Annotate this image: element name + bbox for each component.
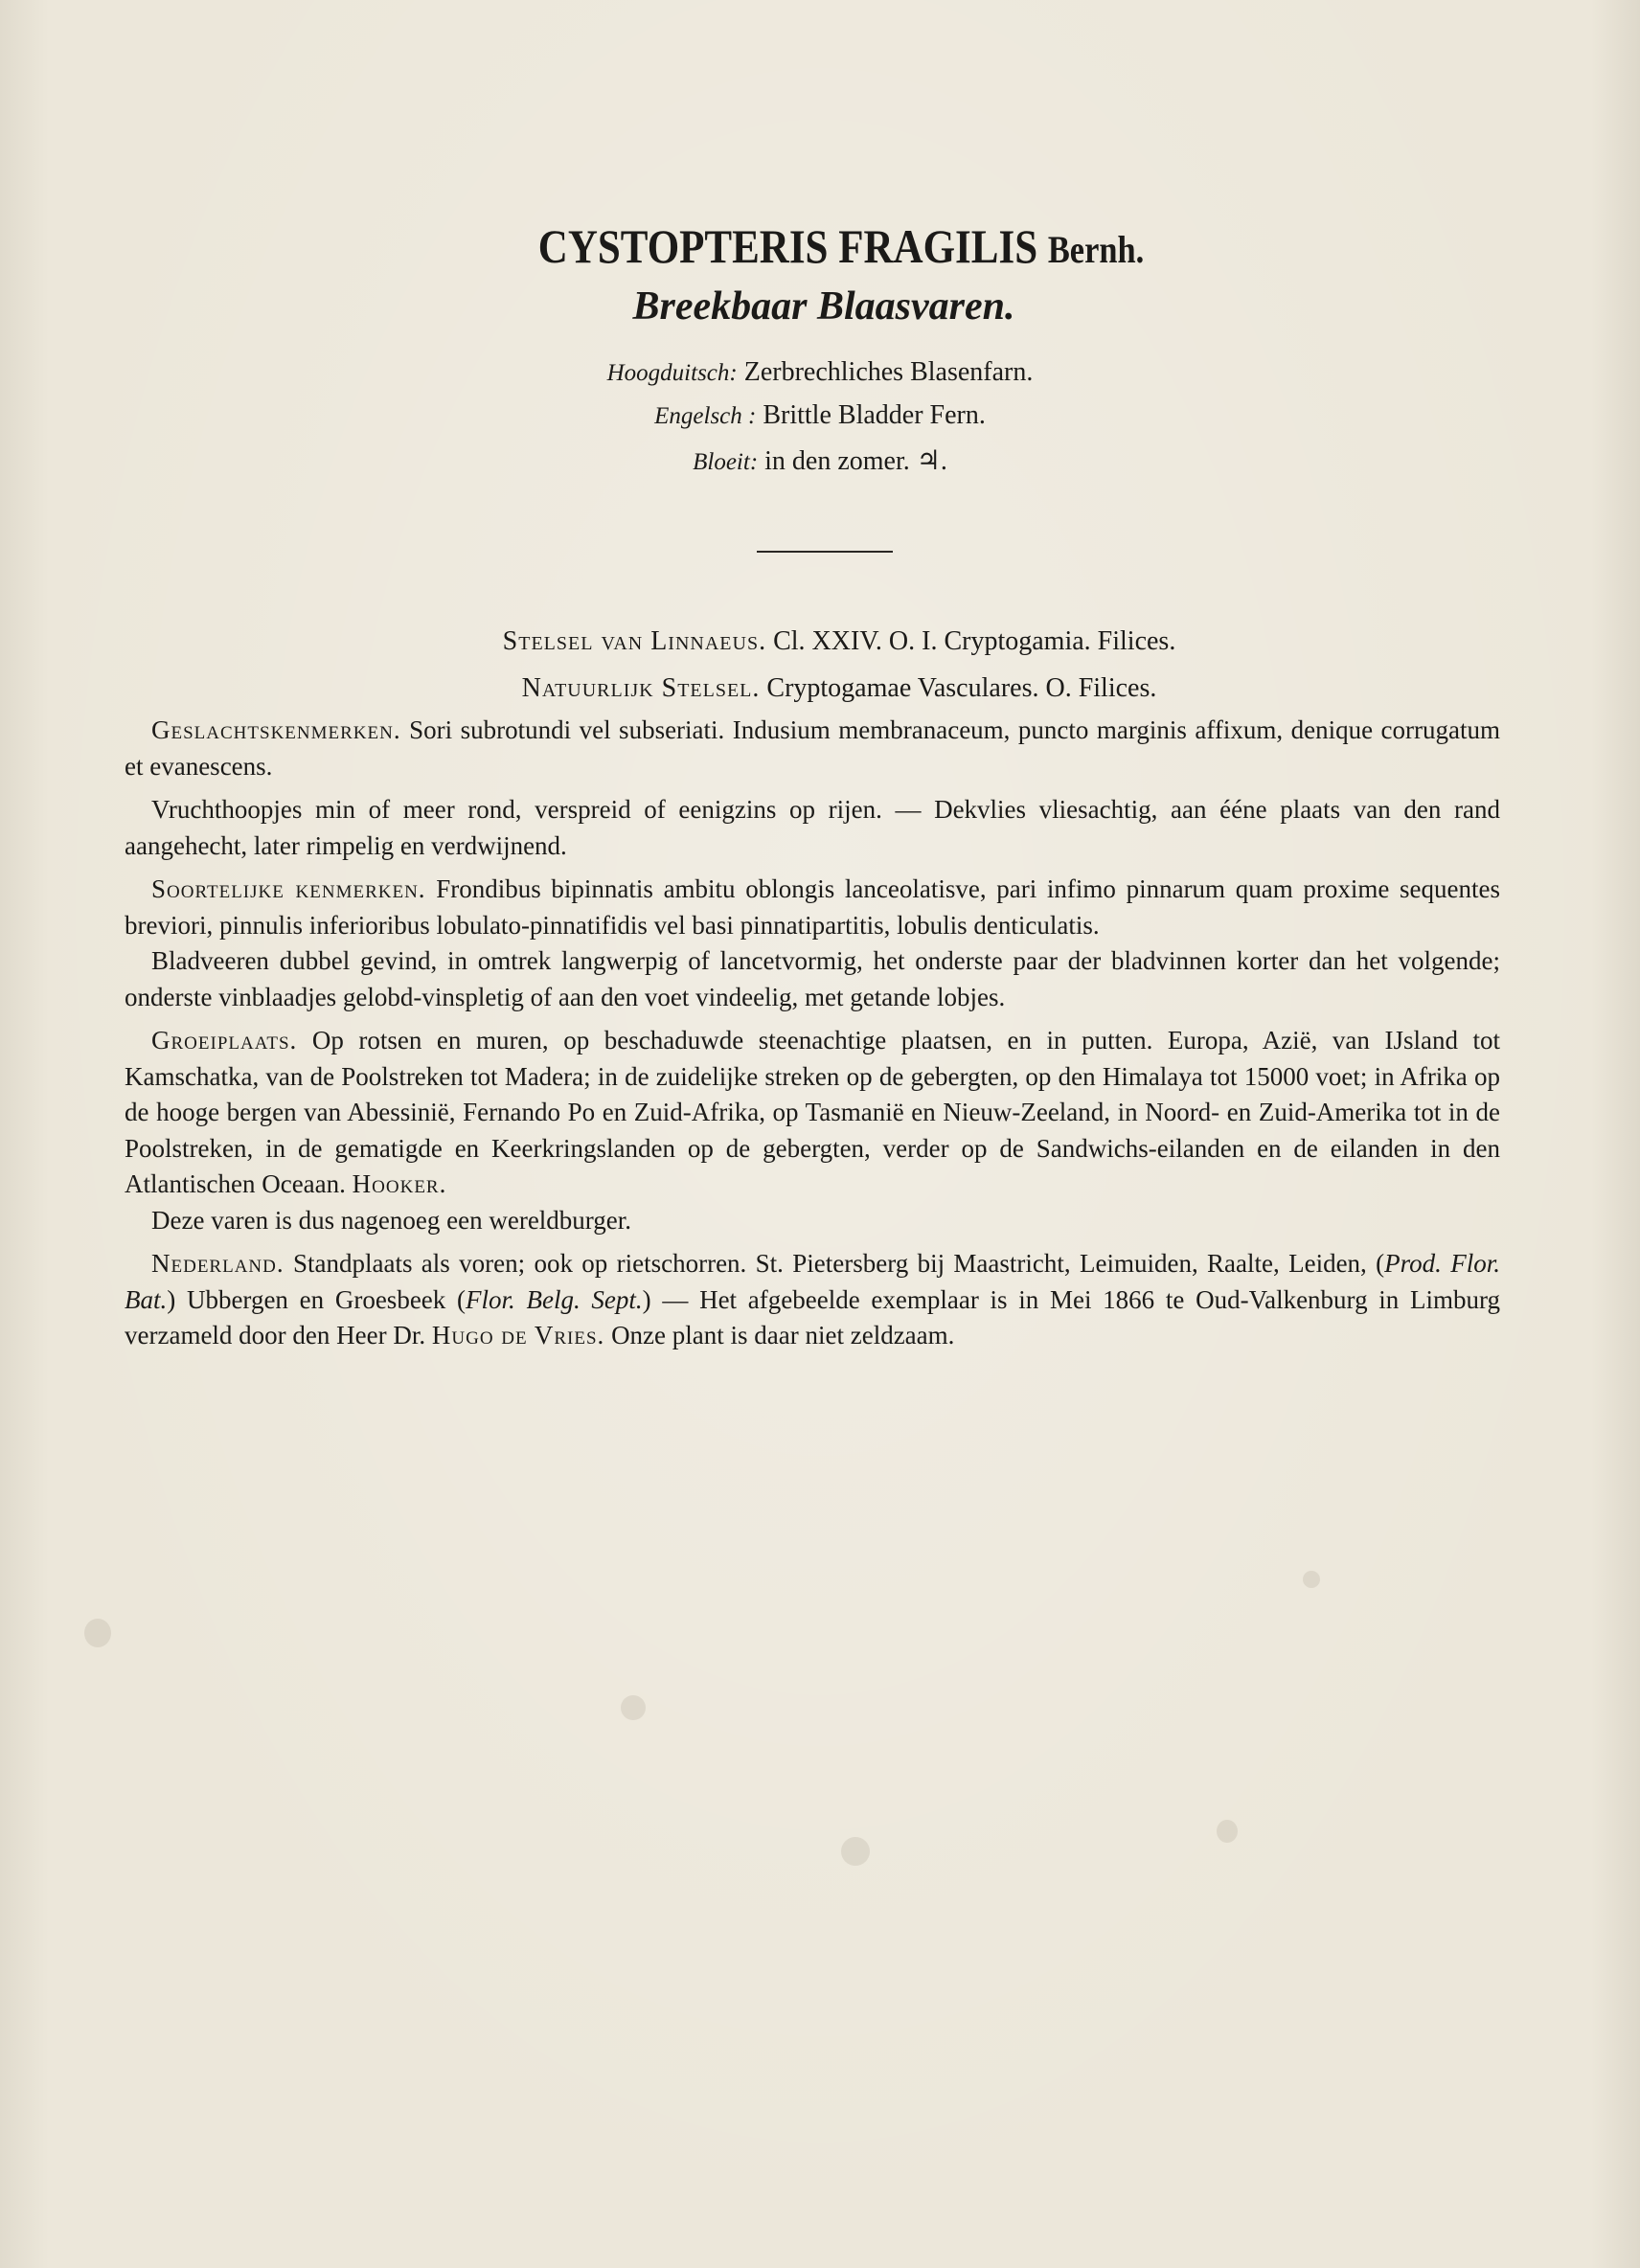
genus-latin-text: Sori subrotundi vel subseriati. Indusium membranaceum, puncto marginis affixum, denique corrugatum et evanescens. — [125, 715, 1501, 781]
natural-system-line — [19, 673, 1640, 704]
species-latin-paragraph — [125, 872, 1500, 943]
paper-stain — [84, 1619, 111, 1647]
german-value: Zerbrechliches Blasenfarn. — [743, 357, 1034, 387]
genus-dutch-paragraph — [125, 792, 1500, 864]
paper-stain — [1217, 1820, 1238, 1843]
section-divider — [757, 551, 893, 553]
english-name-line — [0, 400, 1640, 431]
netherlands-text-3: ) — Het afgebeelde exemplaar is in Mei 1866 te Oud-Valkenburg in Limburg verzameld door den Heer Dr. — [125, 1284, 1500, 1349]
natural-value: Cryptogamae Vasculares. O. Filices. — [766, 673, 1157, 703]
netherlands-ref-2: Flor. Belg. Sept. — [466, 1284, 643, 1314]
linnaeus-system-line — [19, 626, 1640, 657]
habitat-label: Groeiplaats. — [151, 1026, 298, 1055]
netherlands-text-2: ) Ubbergen en Groesbeek ( — [167, 1284, 466, 1314]
german-label: Hoogduitsch: — [606, 360, 738, 386]
netherlands-paragraph — [125, 1246, 1500, 1354]
netherlands-label: Nederland. — [151, 1249, 285, 1278]
genus-latin-paragraph — [125, 713, 1500, 784]
species-label: Soortelijke kenmerken. — [151, 874, 426, 903]
genus-dutch-text: Vruchthoopjes min of meer rond, verspreid of eenigzins op rijen. — Dekvlies vliesachtig, aan ééne plaats van den rand aangehecht, later rimpelig en verdwijnend. — [125, 795, 1500, 860]
bloom-label: Bloeit: — [693, 449, 759, 475]
species-latin-text: Frondibus bipinnatis ambitu oblongis lanceolatisve, pari infimo pinnarum quam proxime sequentes breviori, pinnulis inferioribus lobulato-pinnatifidis vel basi pinnatipartitis, lobulis denticulatis. — [125, 874, 1500, 940]
habitat-paragraph — [125, 1023, 1500, 1203]
species-author: Bernh. — [1047, 228, 1145, 271]
species-title — [136, 218, 1546, 274]
linnaeus-value: Cl. XXIV. O. I. Cryptogamia. Filices. — [773, 626, 1176, 656]
linnaeus-label: Stelsel van Linnaeus. — [502, 626, 767, 656]
bloom-value: in den zomer. ♃. — [764, 446, 947, 476]
dutch-name: Breekbaar Blaasvaren. — [632, 284, 1015, 329]
english-value: Brittle Bladder Fern. — [763, 400, 986, 430]
species-name: CYSTOPTERIS FRAGILIS — [537, 219, 1038, 273]
netherlands-text-1: Standplaats als voren; ook op rietschorren. St. Pietersberg bij Maastricht, Leimuiden, Raalte, Leiden, ( — [292, 1249, 1385, 1278]
habitat-text: Op rotsen en muren, op beschaduwde steenachtige plaatsen, en in putten. Europa, Azië, van IJsland tot Kamschatka, van de Poolstreken tot Madera; in de zuidelijke streken op de gebergten, op den Himalaya tot 15000 voet; in Afrika op de hooge bergen van Abessinië, Fernando Po en Zuid-Afrika, op Tasmanië en Nieuw-Zeeland, in Noord- en Zuid-Amerika tot in de Poolstreken, in de gematigde en Keerkringslanden op de gebergten, verder op de Sandwichs-eilanden en de eilanden in den Atlantischen Oceaan. — [125, 1026, 1500, 1198]
species-dutch-text: Bladveeren dubbel gevind, in omtrek langwerpig of lancetvormig, het onderste paar der bladvinnen korter dan het volgende; onderste vinblaadjes gelobd-vinspletig of aan den voet vindeelig, met getande lobjes. — [125, 946, 1500, 1011]
paper-stain — [621, 1695, 646, 1720]
german-name-line — [0, 357, 1640, 388]
english-label: Engelsch : — [654, 403, 757, 429]
habitat-source: Hooker. — [352, 1169, 447, 1198]
description-body — [125, 713, 1500, 1362]
habitat-note: Deze varen is dus nagenoeg een wereldburger. — [151, 1205, 632, 1235]
bloom-line — [0, 444, 1640, 477]
paper-stain — [1303, 1571, 1320, 1588]
netherlands-text-4: Onze plant is daar niet zeldzaam. — [611, 1321, 955, 1349]
habitat-note-paragraph — [125, 1203, 1500, 1239]
paper-stain — [841, 1837, 870, 1866]
natural-label: Natuurlijk Stelsel. — [521, 673, 761, 703]
genus-label: Geslachtskenmerken. — [151, 715, 401, 744]
netherlands-person: Hugo de Vries. — [431, 1321, 605, 1349]
species-dutch-paragraph — [125, 943, 1500, 1015]
netherlands-ref-1: Prod. Flor. Bat. — [125, 1249, 1500, 1314]
